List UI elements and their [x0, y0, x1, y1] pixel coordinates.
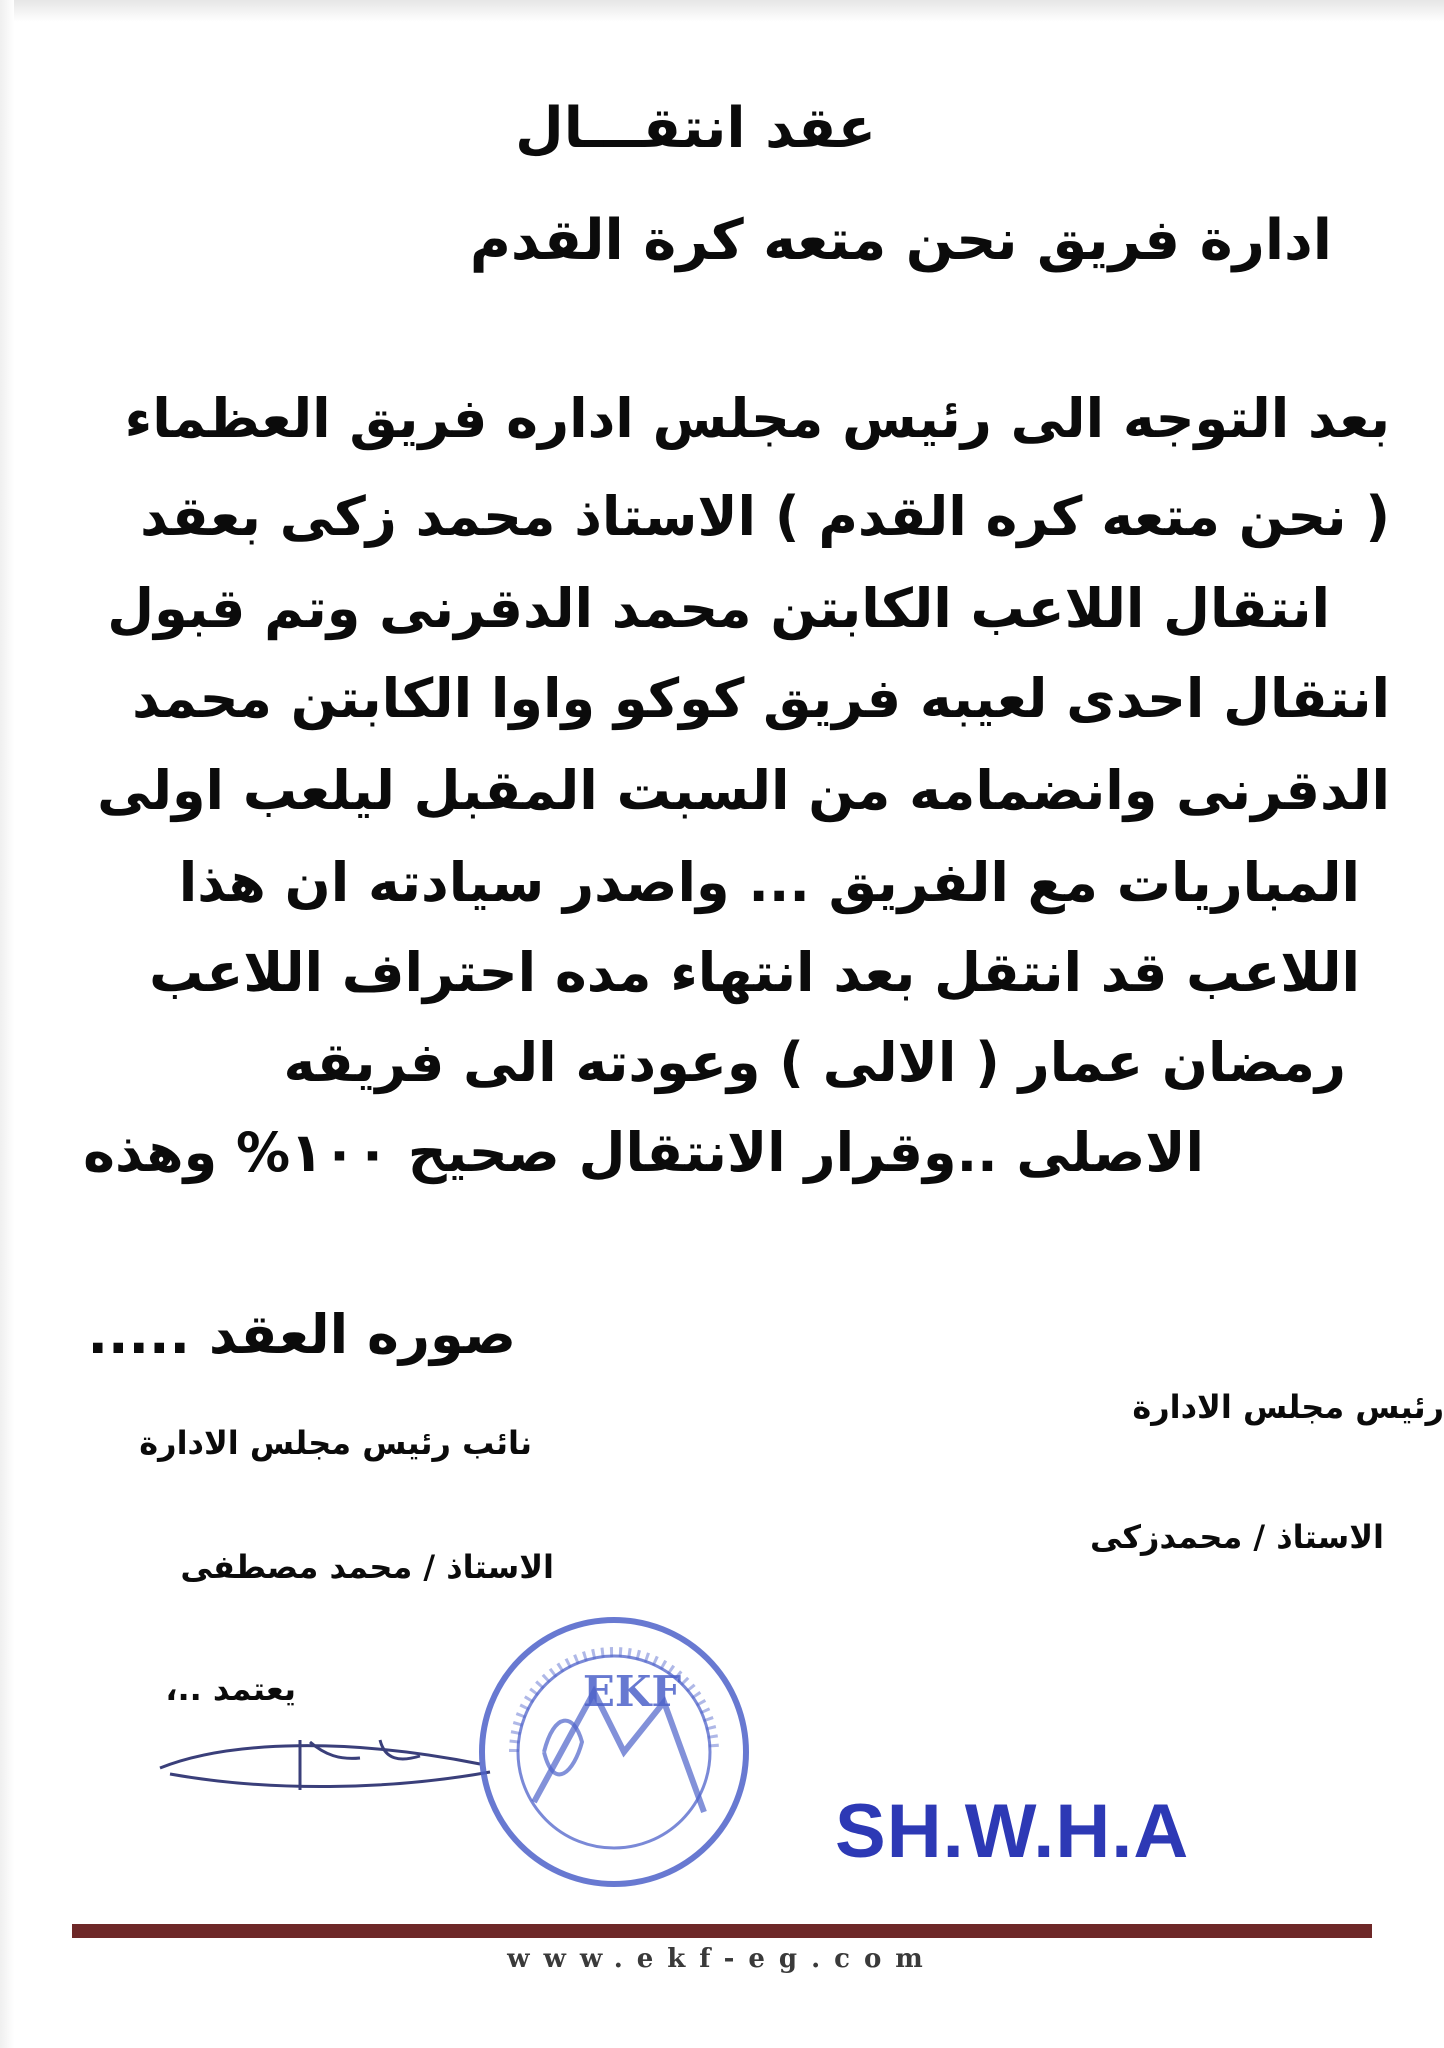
scan-edge-top [0, 0, 1444, 22]
president-name: الاستاذ / محمدزكى [1090, 1518, 1384, 1556]
approval-label: يعتمد ..، [165, 1670, 296, 1708]
footer-bar [72, 1924, 1372, 1938]
body-line: بعد التوجه الى رئيس مجلس اداره فريق العظماء [124, 387, 1390, 450]
president-title: رئيس مجلس الادارة [1132, 1388, 1444, 1426]
document-title: عقد انتقـــال [515, 96, 876, 161]
body-line: الاصلى ..وقرار الانتقال صحيح ١٠٠% وهذه [83, 1121, 1204, 1184]
scan-edge-left [0, 0, 14, 2048]
body-line: صوره العقد ..... [87, 1303, 516, 1366]
body-line: رمضان عمار ( الالى ) وعودته الى فريقه [283, 1031, 1346, 1094]
stamp-text: EKF [582, 1667, 682, 1716]
body-line: انتقال احدى لعيبه فريق كوكو واوا الكابتن محمد [132, 667, 1390, 730]
vice-president-title: نائب رئيس مجلس الادارة [139, 1424, 532, 1462]
body-line: المباريات مع الفريق ... واصدر سيادته ان هذا [178, 851, 1360, 914]
watermark-text: SH.W.H.A [835, 1789, 1190, 1874]
ekf-stamp-seal [474, 1602, 754, 1902]
body-line: انتقال اللاعب الكابتن محمد الدقرنى وتم قبول [107, 577, 1330, 640]
handwritten-signature [150, 1700, 510, 1810]
body-line: ( نحن متعه كره القدم ) الاستاذ محمد زكى بعقد [140, 485, 1390, 548]
footer-url: www.ekf-eg.com [507, 1944, 937, 1974]
body-line: اللاعب قد انتقل بعد انتهاء مده احتراف اللاعب [149, 941, 1360, 1004]
vice-president-name: الاستاذ / محمد مصطفى [180, 1548, 554, 1586]
body-line: الدقرنى وانضمامه من السبت المقبل ليلعب اولى [97, 759, 1390, 822]
document-subtitle: ادارة فريق نحن متعه كرة القدم [469, 208, 1332, 273]
